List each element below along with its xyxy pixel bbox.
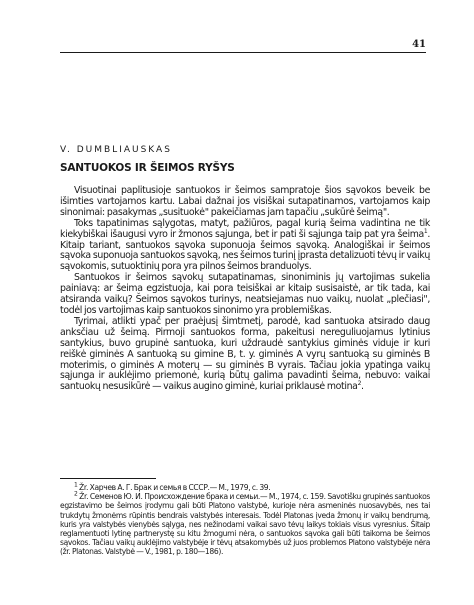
footnote-reference: 2 bbox=[357, 380, 362, 388]
footnote-text: Žr. Семенов Ю. И. Происхождение брака и семьи.— М., 1974, с. 159. Savotišku grupinės santuokos egzistavimo be šeimos įrodymu gali būti Platono valstybė, kurioje nėra asmeninės nuosavybės, nes tai trukdytų žmonėms rūpintis bendrais valstybės interesais. Todėl Platonas įveda žmonų ir vaikų bendrumą, kuris yra valstybės vienybės sąlyga, nes nežinodami vaikai savo tėvų laikys tokiais visus vyresnius. Šitaip reglamentuoti lytinę partnerystę su kitu žmogumi nėra, o santuokos sąvoka gali būti taikoma be šeimos sąvokos. Tačiau vaikų auklėjimo valstybėje ir tėvų atsakomybės už juos problemos Platono valstybėje nėra (žr. Platonas. Valstybė — V., 1981, p. 180—186). bbox=[60, 492, 430, 557]
footnote bbox=[60, 492, 430, 556]
body-paragraph: Santuokos ir šeimos sąvokų sutapatinamas, sinoniminis jų vartojimas sukelia painiavą: ar šeima egzistuoja, kai pora teisiškai ar kitaip susisaistė, ar tik tada, kai atsiranda vaikų? Šeimos sąvokos turinys, neatsiejamas nuo vaikų, nuolat „plečiasi", todėl jos vartojimas kaip santuokos sinonimo yra problemiškas. bbox=[60, 272, 430, 316]
body-paragraph bbox=[60, 219, 430, 274]
page-number: 41 bbox=[412, 39, 426, 50]
footnote bbox=[60, 483, 430, 492]
body-paragraph: Visuotinai paplitusioje santuokos ir šeimos sampratoje šios sąvokos beveik be išimties vartojamos kartu. Labai dažnai jos visiškai sutapatinamos, vartojamos kaip sinonimai: pasakymas „susituokė" pakeičiamas jam tapačiu „sukūrė šeimą". bbox=[60, 185, 430, 218]
article-body bbox=[60, 186, 430, 393]
header-rule bbox=[60, 52, 426, 53]
body-text-run: Tyrimai, atlikti ypač per praėjusį šimtmetį, parodė, kad santuoka atsirado daug anksčiau už šeimą. Pirmoji santuokos forma, pakeitusi nereguliuojamus lytinius santykius, buvo grupinė santuoka, kuri uždraudė santykius giminės viduje ir kuri reiškė giminės A santuoką su gimine B, t. y. giminės A vyrų santuoką su giminės B moterimis, o giminės A moterų — su giminės B vyrais. Tačiau jokia ypatinga vaikų sąjunga ir auklėjimo priemonė, kurią būtų galima pavadinti šeima, nebuvo: vaikai santuokų nesusikūrė — vaikus augino giminė, kuriai priklausė motina bbox=[60, 315, 430, 393]
footnote-reference: 1 bbox=[423, 227, 428, 235]
body-paragraph bbox=[60, 317, 430, 393]
body-text-run: . bbox=[361, 381, 364, 393]
body-text-run: Toks tapatinimas sąlygotas, matyt, pažiūros, pagal kurią šeima vadintina ne tik kiekybiškai išaugusi vyro ir žmonos sąjunga, bet ir pati ši sąjunga taip pat yra šeima bbox=[60, 217, 430, 240]
body-text-run: . Kitaip tariant, santuokos sąvoka suponuoja šeimos sąvoką. Analogiškai ir šeimos sąvoka suponuoja santuokos sąvoką, nes šeimos turinį įprasta detalizuoti tėvų ir vaikų sąvokomis, sutuoktinių pora yra pilnos šeimos branduolys. bbox=[60, 228, 430, 273]
footnote-rule bbox=[60, 478, 156, 479]
footnote-text: Žr. Харчев А. Г. Брак и семья в СССР.— М., 1979, с. 39. bbox=[79, 483, 271, 492]
footnote-mark: 1 bbox=[74, 481, 78, 489]
article-author: V. DUMBLIAUSKAS bbox=[60, 145, 172, 155]
footnote-mark: 2 bbox=[74, 490, 78, 498]
footnotes bbox=[60, 483, 430, 557]
article-title: SANTUOKOS IR ŠEIMOS RYŠYS bbox=[60, 162, 235, 174]
